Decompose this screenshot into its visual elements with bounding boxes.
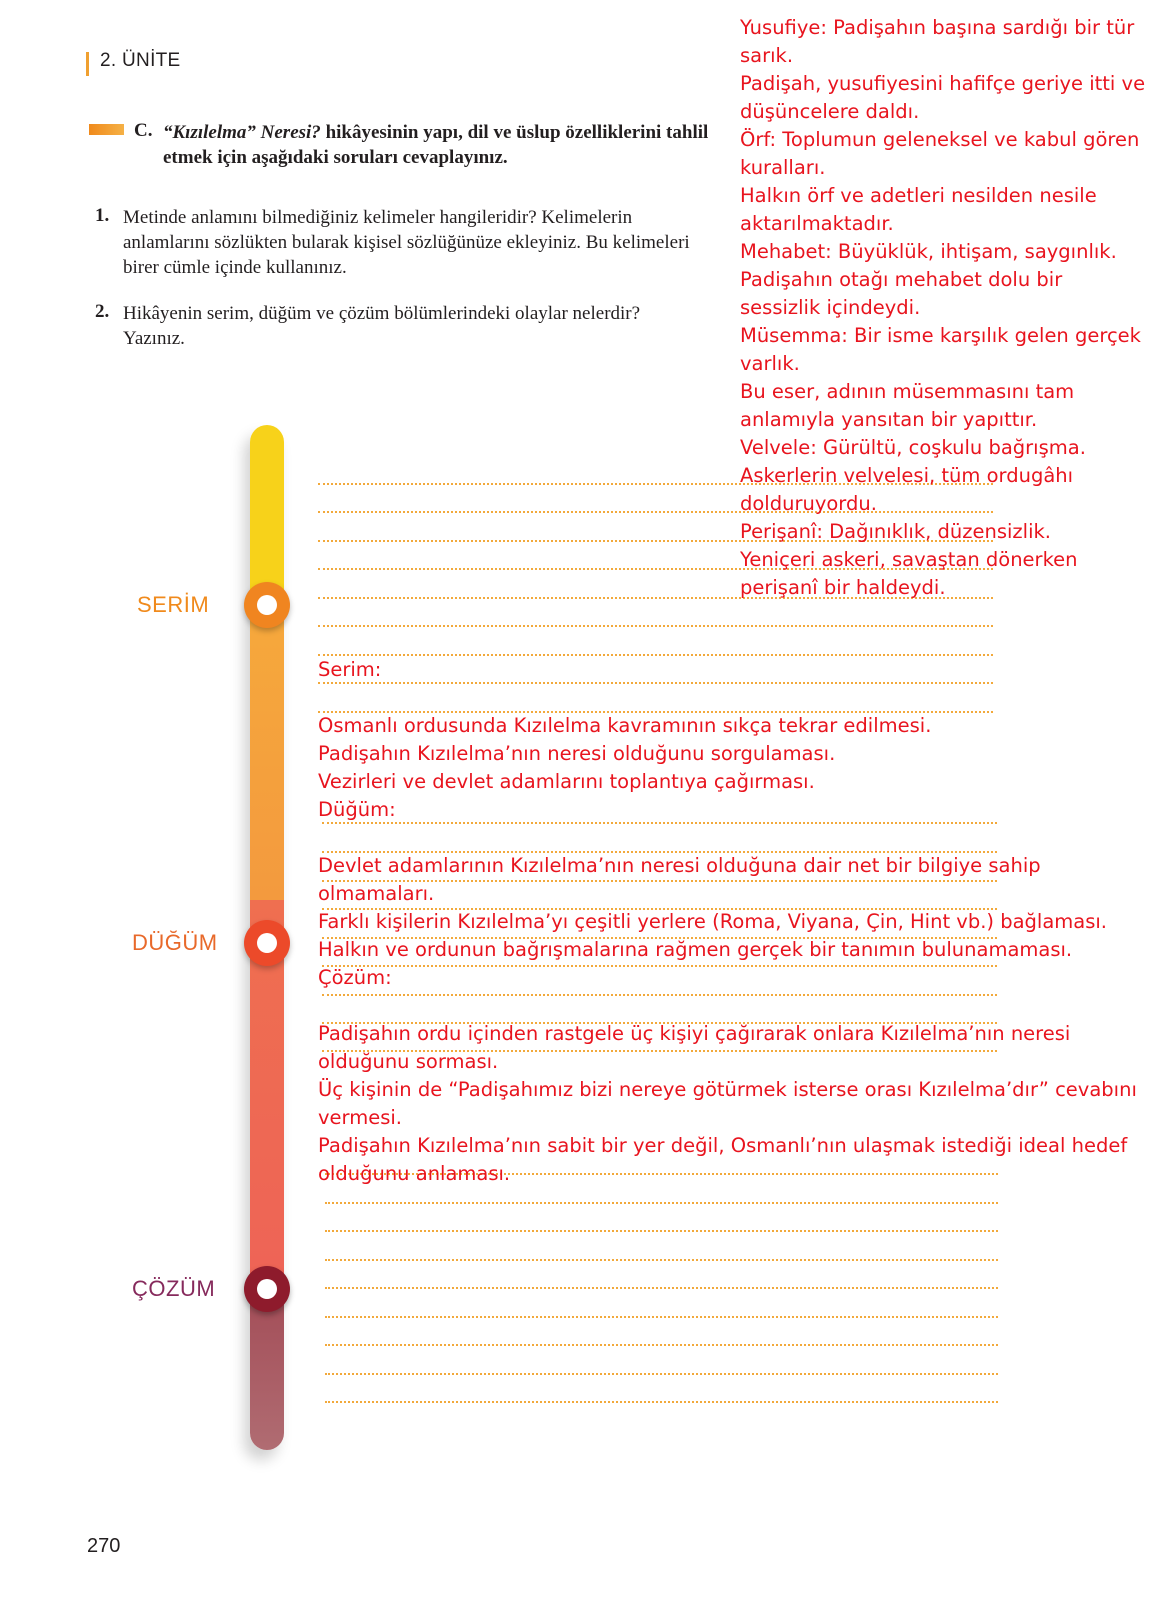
plot-line: Halkın ve ordunun bağrışmalarına rağmen gerçek bir tanımın bulunamaması. xyxy=(318,938,1073,961)
plot-line: Farklı kişilerin Kızılelma’yı çeşitli yerlere (Roma, Viyana, Çin, Hint vb.) bağlaması. xyxy=(318,910,1107,933)
unit-accent-bar xyxy=(86,52,89,76)
vocab-line: sessizlik içindeydi. xyxy=(740,296,921,319)
vocab-line: Askerlerin velvelesi, tüm ordugâhı xyxy=(740,464,1074,487)
dugum-node-icon xyxy=(244,920,290,966)
vocab-line: Halkın örf ve adetleri nesilden nesile xyxy=(740,184,1097,207)
question-1-text: Metinde anlamını bilmediğiniz kelimeler hangileridir? Kelimelerin anlamlarını sözlükten bularak kişisel sözlüğünüze ekleyiniz. Bu kelimeleri birer cümle içinde kullanınız. xyxy=(123,207,690,278)
vocab-line: Örf: Toplumun geleneksel ve kabul gören xyxy=(740,128,1140,151)
vocab-line: varlık. xyxy=(740,352,800,375)
plot-heading-dugum: Düğüm: xyxy=(318,798,396,821)
vocab-line: Padişah, yusufiyesini hafifçe geriye itti ve xyxy=(740,72,1146,95)
question-1-number: 1. xyxy=(95,205,110,226)
stage-label-cozum: ÇÖZÜM xyxy=(132,1276,216,1301)
story-title: “Kızılelma” Neresi? xyxy=(163,122,321,143)
vocab-line: sarık. xyxy=(740,44,794,67)
vocab-line: Müsemma: Bir isme karşılık gelen gerçek xyxy=(740,324,1141,347)
section-letter: C. xyxy=(134,120,153,141)
vocabulary-answer xyxy=(740,14,1145,602)
vocab-line: anlamıyla yansıtan bir yapıttır. xyxy=(740,408,1038,431)
plot-line: Üç kişinin de “Padişahımız bizi nereye götürmek isterse orası Kızılelma’dır” cevabını xyxy=(318,1078,1137,1101)
plot-line: vermesi. xyxy=(318,1106,402,1129)
serim-node-icon xyxy=(244,582,290,628)
vocab-line: kuralları. xyxy=(740,156,826,179)
plot-heading-serim: Serim: xyxy=(318,658,382,681)
vocab-line: Perişanî: Dağınıklık, düzensizlik. xyxy=(740,520,1051,543)
question-2-number: 2. xyxy=(95,301,110,322)
stage-label-dugum: DÜĞÜM xyxy=(132,930,218,955)
vocab-line: Yusufiye: Padişahın başına sardığı bir tür xyxy=(740,16,1135,39)
plot-line xyxy=(318,992,1137,1020)
plot-line: Padişahın ordu içinden rastgele üç kişiyi çağırarak onlara Kızılelma’nın neresi xyxy=(318,1022,1071,1045)
plot-line xyxy=(318,824,1137,852)
vocab-line: dolduruyordu. xyxy=(740,492,877,515)
vocab-line: Mehabet: Büyüklük, ihtişam, saygınlık. xyxy=(740,240,1117,263)
vocab-line: perişanî bir haldeydi. xyxy=(740,576,946,599)
plot-line: Padişahın Kızılelma’nın sabit bir yer değil, Osmanlı’nın ulaşmak istediği ideal hedef xyxy=(318,1134,1128,1157)
page-number: 270 xyxy=(87,1535,121,1557)
vocab-line: düşüncelere daldı. xyxy=(740,100,920,123)
cozum-node-icon xyxy=(244,1266,290,1312)
plot-line xyxy=(318,684,1137,712)
plot-heading-cozum: Çözüm: xyxy=(318,966,392,989)
plot-line: olmamaları. xyxy=(318,882,435,905)
unit-title: 2. ÜNİTE xyxy=(100,50,181,71)
plot-line: olduğunu anlaması. xyxy=(318,1162,511,1185)
vocab-line: Padişahın otağı mehabet dolu bir xyxy=(740,268,1063,291)
vocab-line: aktarılmaktadır. xyxy=(740,212,894,235)
plot-line: Osmanlı ordusunda Kızılelma kavramının sıkça tekrar edilmesi. xyxy=(318,714,932,737)
section-marker-icon xyxy=(89,124,124,135)
vocab-line: Bu eser, adının müsemmasını tam xyxy=(740,380,1075,403)
plot-line: Devlet adamlarının Kızılelma’nın neresi olduğuna dair net bir bilgiye sahip xyxy=(318,854,1041,877)
plot-line: olduğunu sorması. xyxy=(318,1050,499,1073)
vocab-line: Velvele: Gürültü, coşkulu bağrışma. xyxy=(740,436,1086,459)
section-instruction xyxy=(163,120,723,170)
question-2-text: Hikâyenin serim, düğüm ve çözüm bölümlerindeki olaylar nelerdir? Yazınız. xyxy=(123,303,641,349)
vocab-line: Yeniçeri askeri, savaştan dönerken xyxy=(740,548,1078,571)
plot-answer xyxy=(318,656,1137,1188)
stage-label-serim: SERİM xyxy=(137,592,210,617)
instruction-text: hikâyesinin yapı, dil ve üslup özelliklerini tahlil etmek için aşağıdaki soruları cevaplayınız. xyxy=(163,122,709,168)
plot-line: Vezirleri ve devlet adamlarını toplantıya çağırması. xyxy=(318,770,815,793)
plot-line: Padişahın Kızılelma’nın neresi olduğunu sorgulaması. xyxy=(318,742,836,765)
